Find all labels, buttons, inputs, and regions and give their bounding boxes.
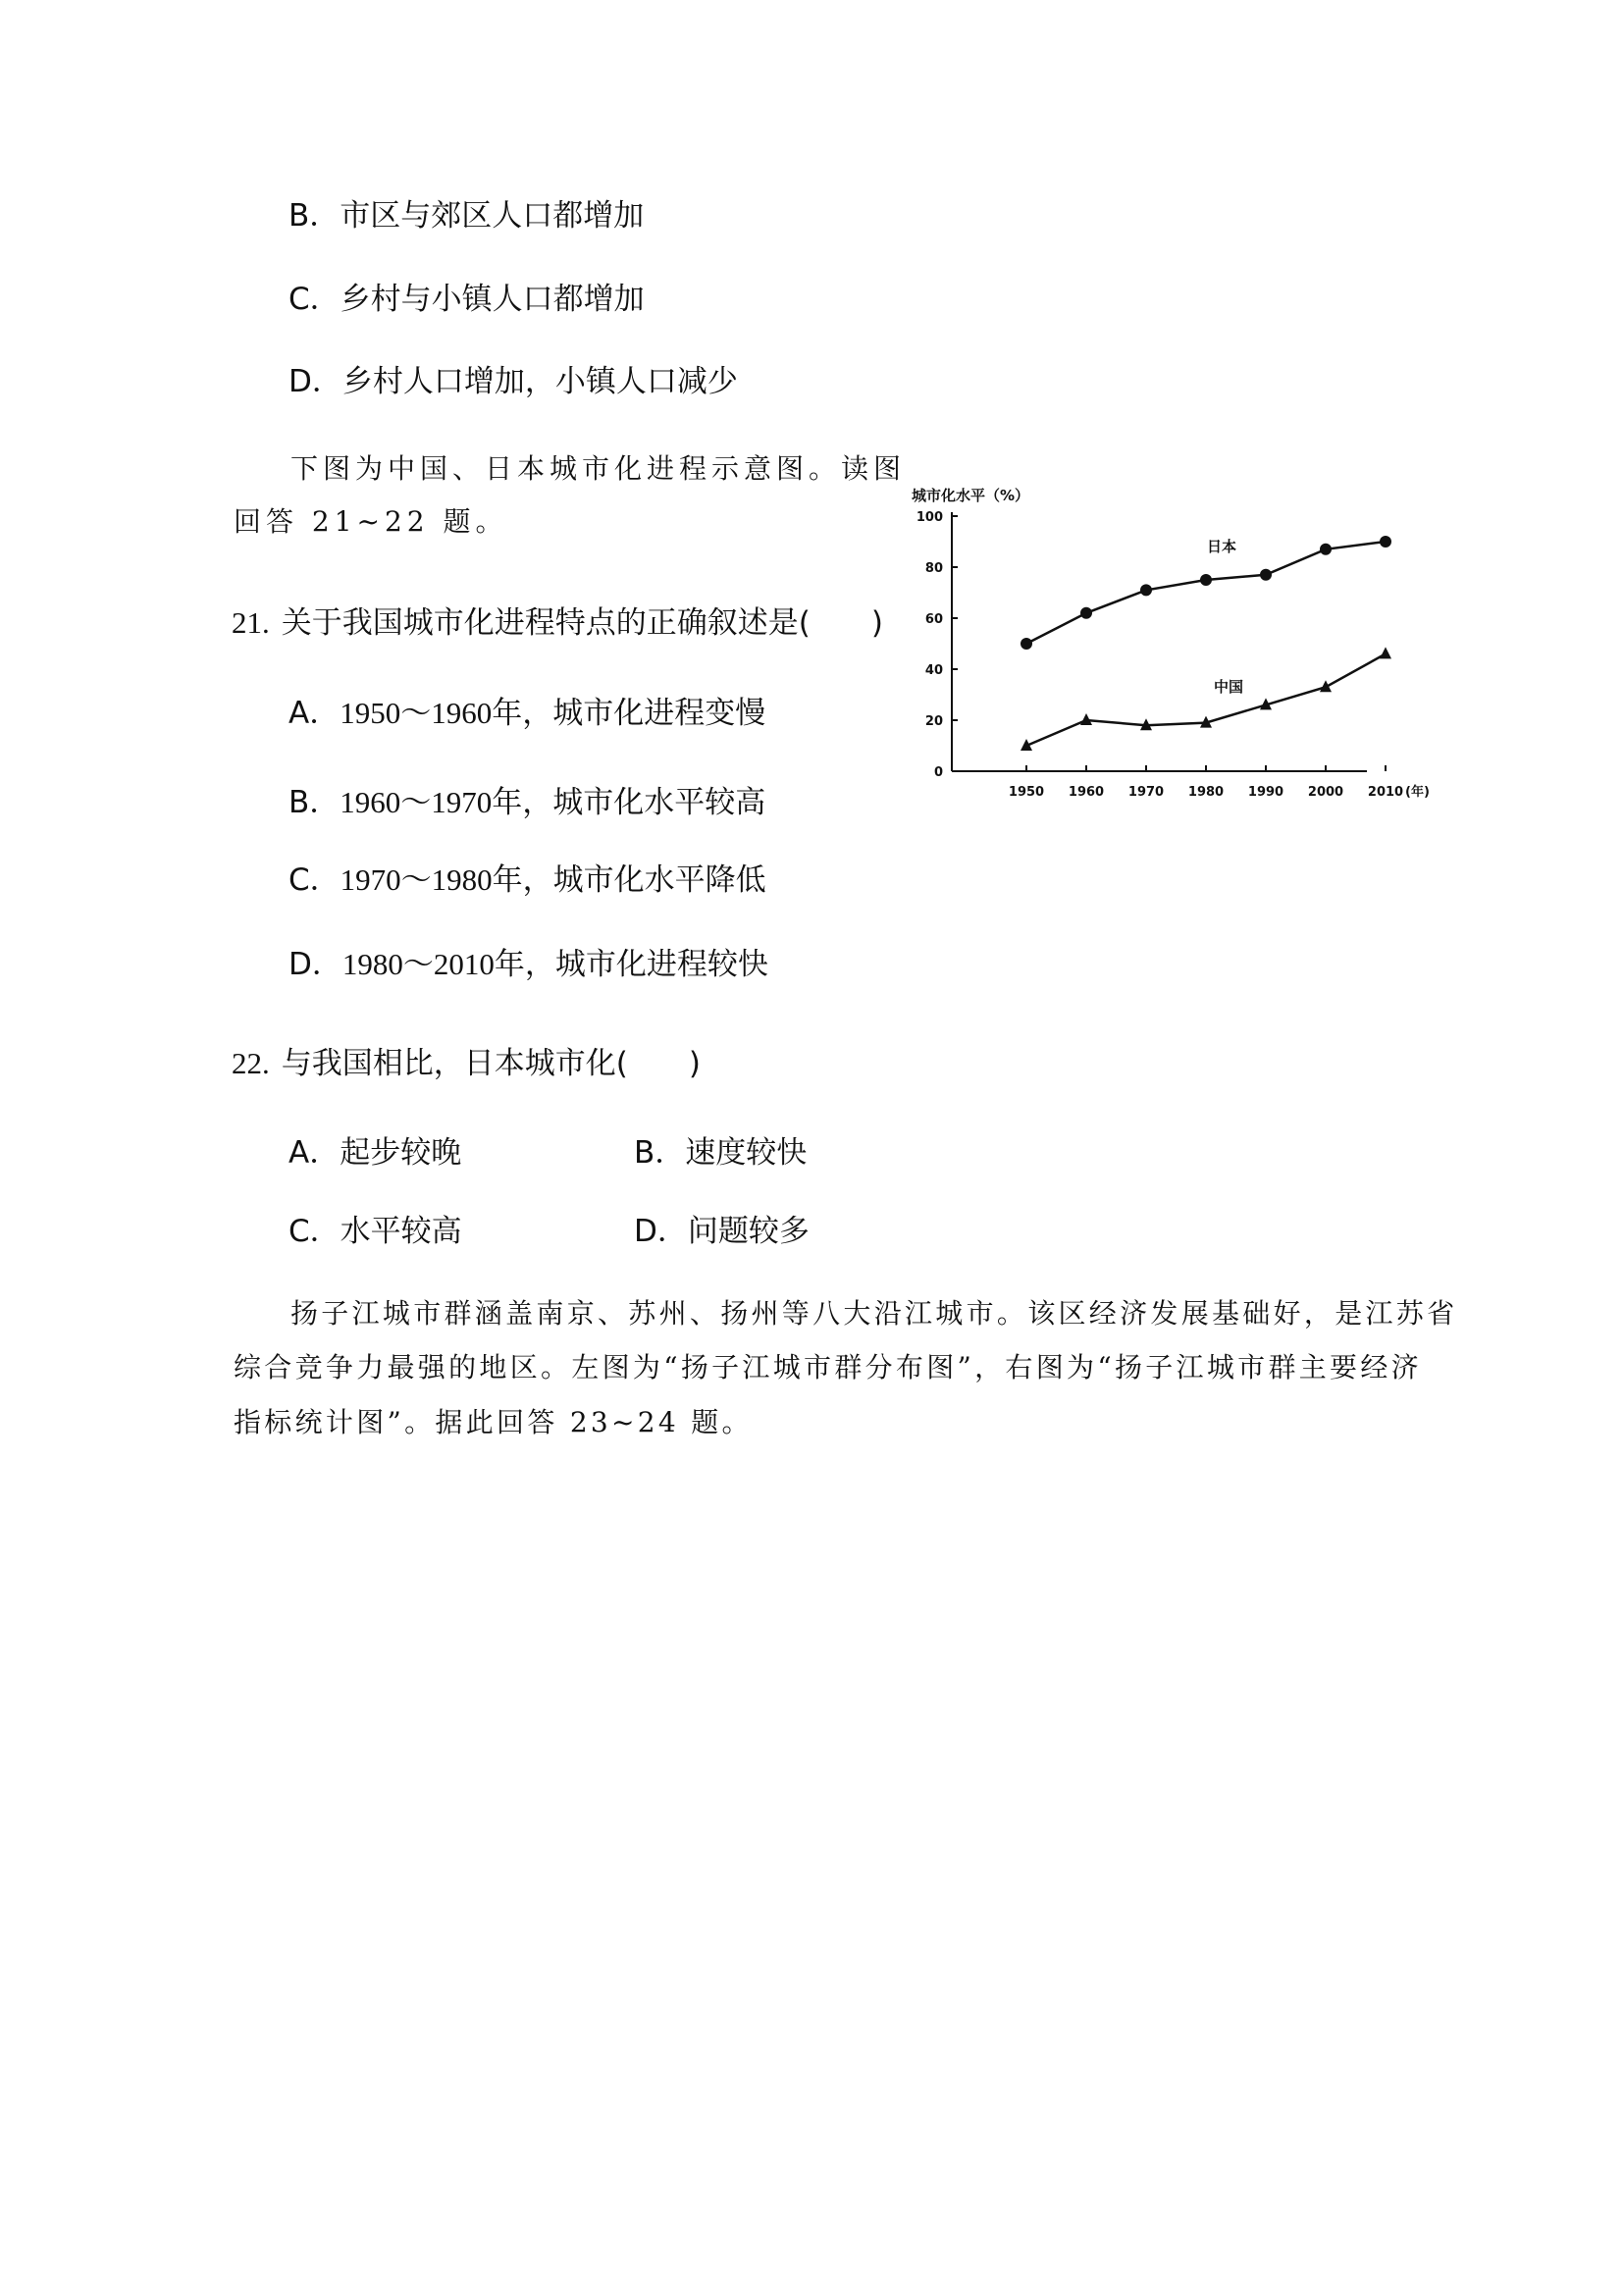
option-text: 起步较晚 [340, 1135, 462, 1171]
option-letter: C． [288, 282, 340, 317]
y-tick-label: 0 [933, 765, 943, 780]
data-point [1140, 584, 1152, 596]
question-number: 21. [232, 605, 270, 640]
option-text: 水平较高 [340, 1214, 462, 1249]
y-tick-label: 20 [924, 714, 943, 729]
option-range: 1980～2010 [341, 947, 495, 981]
y-tick-label: 60 [924, 612, 943, 627]
data-point [1320, 544, 1332, 555]
option-b-prev [288, 198, 645, 234]
data-point [1380, 647, 1391, 658]
option-text: 年，城市化进程较快 [494, 947, 768, 982]
option-range: 1950～1960 [340, 696, 493, 730]
y-tick-label: 40 [924, 663, 943, 678]
question-stem: 与我国相比，日本城市化( ) [281, 1046, 701, 1081]
option-letter: D． [288, 364, 342, 399]
q22-option-a [288, 1135, 462, 1171]
q21-option-a [288, 698, 765, 729]
option-letter: C． [288, 1214, 340, 1249]
option-letter: C． [288, 862, 340, 898]
option-d-prev [288, 364, 738, 399]
option-range: 1960～1970 [340, 785, 493, 819]
series-line-0 [1026, 542, 1386, 644]
question-22 [232, 1048, 701, 1079]
option-text: 速度较快 [685, 1135, 808, 1171]
data-point [1080, 713, 1092, 725]
q22-option-b [634, 1135, 808, 1171]
question-21 [232, 607, 883, 639]
series-label: 中国 [1214, 678, 1244, 696]
option-c-prev [288, 282, 645, 317]
q22-option-c [288, 1214, 462, 1249]
x-tick-label: 2010 [1367, 785, 1404, 800]
x-tick-label: 1990 [1247, 785, 1284, 800]
x-tick-label: 1960 [1068, 785, 1105, 800]
intro-paragraph-2-line-2: 综合竞争力最强的地区。左图为“扬子江城市群分布图”，右图为“扬子江城市群主要经济 [234, 1351, 1422, 1383]
intro-paragraph-2-line-3: 指标统计图”。据此回答 23~24 题。 [234, 1406, 753, 1438]
option-letter: A． [288, 696, 340, 731]
intro-paragraph-1-line-1: 下图为中国、日本城市化进程示意图。读图 [290, 452, 907, 485]
option-letter: D． [634, 1214, 688, 1249]
q21-option-d [288, 949, 768, 980]
option-letter: B． [634, 1135, 686, 1171]
y-tick-label: 100 [916, 510, 943, 525]
question-number: 22. [232, 1046, 270, 1080]
intro-paragraph-1-line-2: 回答 21~22 题。 [234, 505, 508, 538]
chart-title: 城市化水平（%） [912, 487, 1030, 504]
data-point [1080, 607, 1092, 619]
option-letter: B． [288, 198, 340, 234]
option-text: 乡村与小镇人口都增加 [340, 282, 645, 317]
option-text: 年，城市化水平较高 [492, 785, 766, 820]
question-stem: 关于我国城市化进程特点的正确叙述是( ) [281, 605, 883, 641]
data-point [1021, 638, 1032, 650]
q22-option-d [634, 1214, 810, 1249]
y-tick-label: 80 [924, 561, 943, 576]
data-point [1380, 536, 1391, 548]
option-text: 年，城市化进程变慢 [492, 696, 766, 731]
x-tick-label: 1970 [1127, 785, 1165, 800]
x-axis-unit-label: (年) [1405, 785, 1430, 800]
x-tick-label: 2000 [1307, 785, 1344, 800]
data-point [1200, 574, 1212, 586]
option-letter: A． [288, 1135, 340, 1171]
option-letter: D． [288, 947, 342, 982]
option-text: 乡村人口增加，小镇人口减少 [341, 364, 738, 399]
option-text: 问题较多 [687, 1214, 810, 1249]
data-point [1260, 569, 1272, 581]
series-label: 日本 [1207, 538, 1237, 555]
urbanization-line-chart [908, 481, 1430, 814]
option-range: 1970～1980 [340, 862, 493, 897]
option-text: 年，城市化水平降低 [492, 862, 766, 898]
series-line-1 [1026, 653, 1386, 746]
x-tick-label: 1950 [1008, 785, 1045, 800]
intro-paragraph-2-line-1: 扬子江城市群涵盖南京、苏州、扬州等八大沿江城市。该区经济发展基础好，是江苏省 [290, 1297, 1458, 1330]
option-letter: B． [288, 785, 340, 820]
q21-option-c [288, 864, 766, 896]
option-text: 市区与郊区人口都增加 [340, 198, 645, 234]
q21-option-b [288, 787, 765, 818]
x-tick-label: 1980 [1187, 785, 1225, 800]
